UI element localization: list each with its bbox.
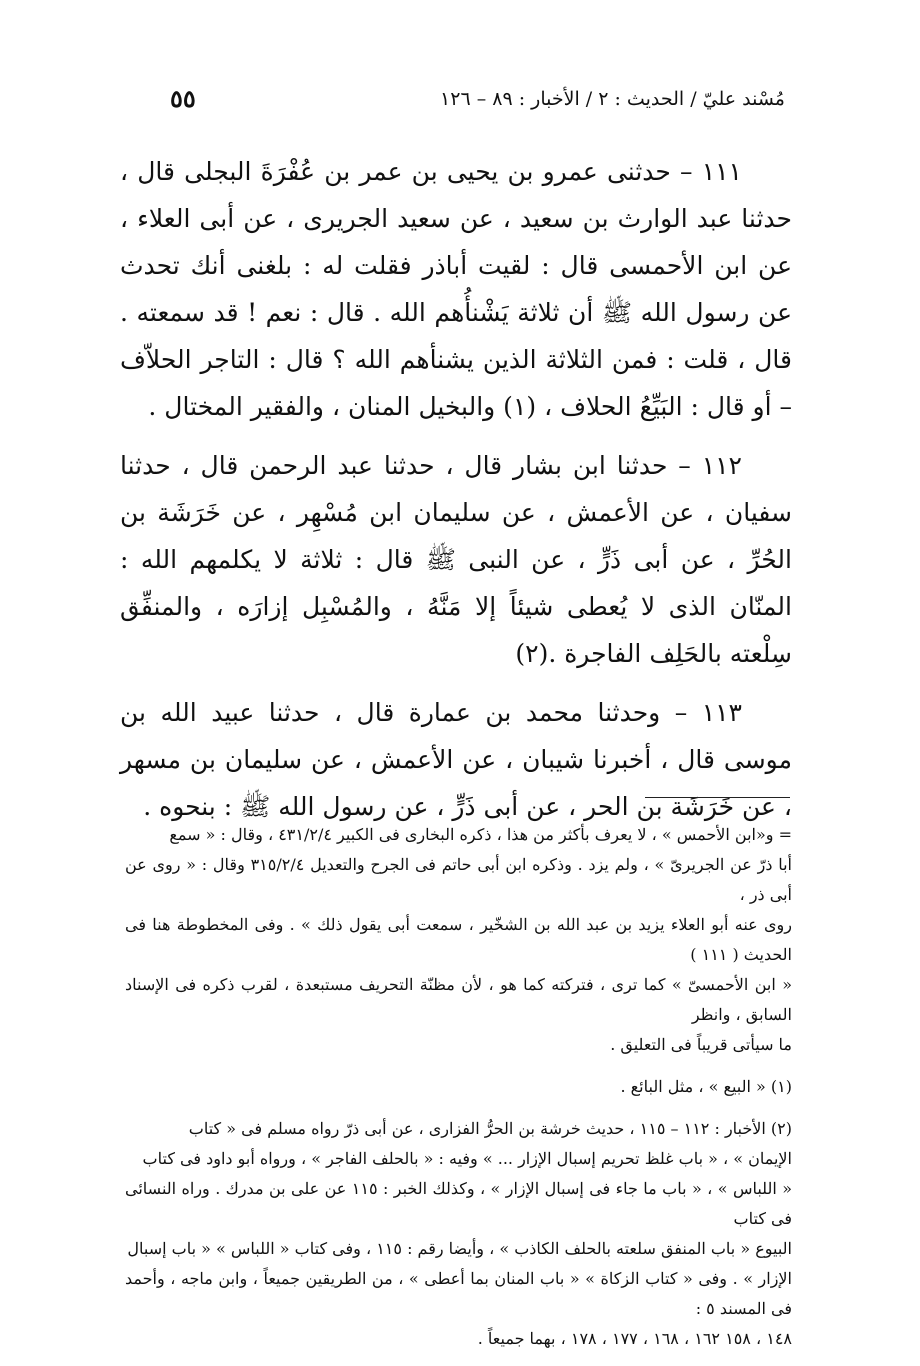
main-text xyxy=(120,148,792,842)
footnote-continuation xyxy=(125,820,792,1060)
footnote-line: « ابن الأحمسىّ » كما ترى ، فتركته كما هو ، لأن مظنّة التحريف مستبعدة ، لقرب ذكره فى الإسناد السابق ، وانظر xyxy=(125,975,792,1024)
footnote-line: ١٤٨ ، ١٥٨ ١٦٢ ، ١٦٨ ، ١٧٧ ، ١٧٨ ، بهما جميعاً . xyxy=(477,1329,792,1348)
running-head: مُسْند عليّ / الحديث : ٢ / الأخبار : ٨٩ – ١٢٦ xyxy=(440,88,785,110)
footnote-line: = و«ابن الأحمس » ، لا يعرف بأكثر من هذا ، ذكره البخارى فى الكبير ٤٣١/٢/٤ ، وقال : « سمع xyxy=(169,825,792,844)
hadith-111: ١١١ – حدثنى عمرو بن يحيى بن عمر بن عُفْرَةَ البجلى قال ، حدثنا عبد الوارث بن سعيد ، عن سعيد الجريرى ، عن أبى العلاء ، عن ابن الأحمسى قال : لقيت أباذر فقلت له : بلغنى أنك تحدث عن رسول الله ﷺ أن ثلاثة يَشْنأُهم الله . قال : نعم ! قد سمعته . قال ، قلت : فمن الثلاثة الذين يشنأهم الله ؟ قال : التاجر الحلاّف – أو قال : البَيِّعُ الحلاف ، (١) والبخيل المنان ، والفقير المختال . xyxy=(120,157,792,421)
footnote-line: ما سيأتى قريباً فى التعليق . xyxy=(610,1035,792,1054)
footnote-line: « اللباس » ، « باب ما جاء فى إسبال الإزار » ، وكذلك الخبر : ١١٥ عن على بن مدرك . وراه النسائى فى كتاب xyxy=(125,1179,792,1228)
footnote-1 xyxy=(125,1072,792,1102)
footnotes xyxy=(125,820,792,1366)
footnote-line: (١) « البيع » ، مثل البائع . xyxy=(620,1077,792,1096)
footnote-line: الإيمان » ، « باب غلظ تحريم إسبال الإزار ... » وفيه : « بالحلف الفاجر » ، ورواه أبو داود فى كتاب xyxy=(142,1149,792,1168)
footnote-line: روى عنه أبو العلاء يزيد بن عبد الله بن الشخّير ، سمعت أبى يقول ذلك » . وفى المخطوطة هنا فى الحديث ( ١١١ ) xyxy=(125,915,792,964)
page-header xyxy=(150,84,785,128)
footnote-divider xyxy=(645,797,790,798)
hadith-113: ١١٣ – وحدثنا محمد بن عمارة قال ، حدثنا عبيد الله بن موسى قال ، أخبرنا شيبان ، عن الأعمش ، عن سليمان بن مسهر ، عن خَرَشَة بن الحر ، عن أبى ذَرٍّ ، عن رسول الله ﷺ : بنحوه . xyxy=(120,698,792,821)
footnote-line: الإزار » . وفى « كتاب الزكاة » « باب المنان بما أعطى » ، من الطريقين جميعاً ، وابن ماجه ، وأحمد فى المسند ٥ : xyxy=(125,1269,792,1318)
footnote-line: أبا ذرّ عن الجريرىّ » ، ولم يزد . وذكره ابن أبى حاتم فى الجرح والتعديل ٣١٥/٢/٤ وقال : « روى عن أبى ذر ، xyxy=(125,855,793,904)
footnote-line: البيوع « باب المنفق سلعته بالحلف الكاذب » ، وأيضا رقم : ١١٥ ، وفى كتاب « اللباس » « باب إسبال xyxy=(127,1239,792,1258)
page-number: ٥٥ xyxy=(170,84,196,113)
footnote-line: (٢) الأخبار : ١١٢ – ١١٥ ، حديث خرشة بن الحرُّ الفزارى ، عن أبى ذرّ رواه مسلم فى « كتاب xyxy=(188,1119,792,1138)
hadith-112: ١١٢ – حدثنا ابن بشار قال ، حدثنا عبد الرحمن قال ، حدثنا سفيان ، عن الأعمش ، عن سليمان ابن مُسْهِر ، عن خَرَشَة بن الحُرِّ ، عن أبى ذَرٍّ ، عن النبى ﷺ قال : ثلاثة لا يكلمهم الله : المنّان الذى لا يُعطى شيئاً إلا مَنَّهُ ، والمُسْبِل إزارَه ، والمنفِّق سِلْعته بالحَلِف الفاجرة .(٢) xyxy=(120,451,792,668)
footnote-2 xyxy=(125,1114,792,1354)
